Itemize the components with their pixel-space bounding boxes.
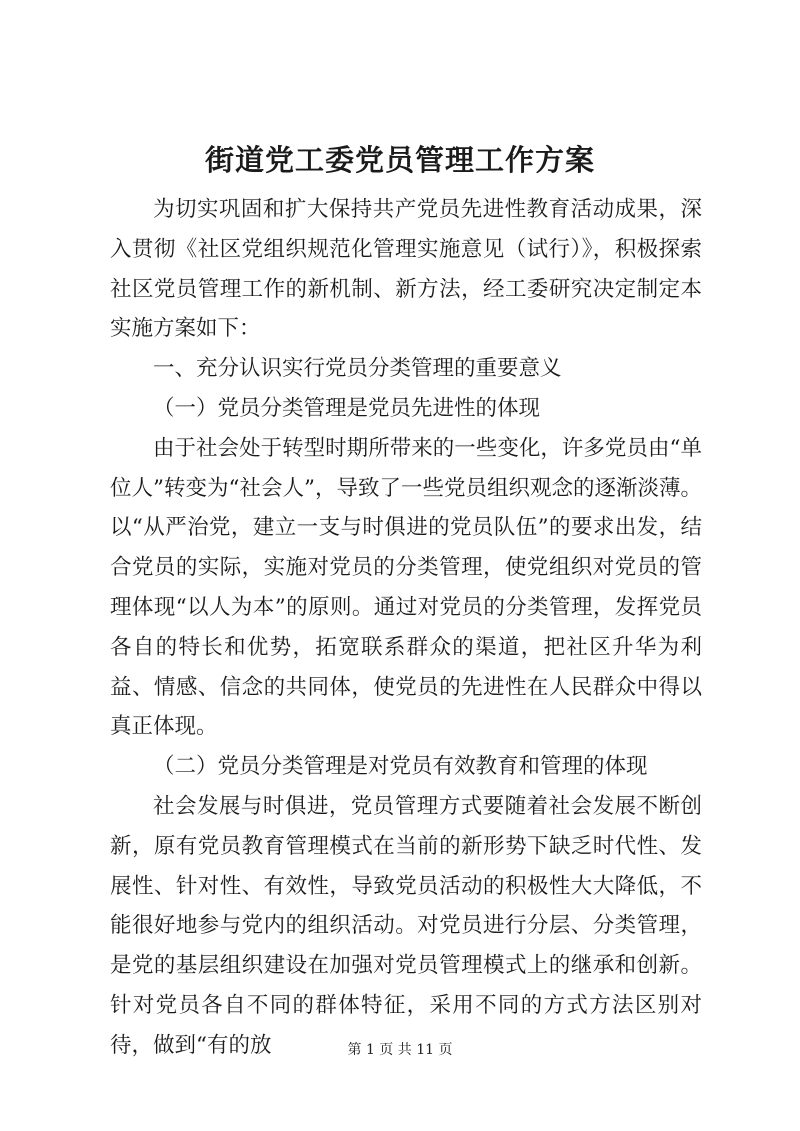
subsection-heading-1: （一）党员分类管理是党员先进性的体现 bbox=[153, 395, 541, 421]
section-heading-1: 一、充分认识实行党员分类管理的重要意义 bbox=[153, 356, 562, 382]
subsection-heading-2: （二）党员分类管理是对党员有效教育和管理的体现 bbox=[153, 754, 648, 780]
page-number-footer: 第 1 页 共 11 页 bbox=[347, 1042, 453, 1058]
body-paragraph-1: 由于社会处于转型时期所带来的一些变化，许多党员由“单位人”转变为“社会人”，导致了一些党员组织观念的逐渐淡薄。以“从严治党，建立一支与时俱进的党员队伍”的要求出发，结合党员的实际，实施对党员的分类管理，使党组织对党员的管理体现“以人为本”的原则。通过对党员的分类管理，发挥党员各自的特长和优势，拓宽联系群众的渠道，把社区升华为利益、情感、信念的共同体，使党员的先进性在人民群众中得以真正体现。 bbox=[110, 435, 702, 740]
document-body bbox=[110, 190, 702, 1066]
document-title: 街道党工委党员管理工作方案 bbox=[204, 143, 595, 177]
body-paragraph-2: 社会发展与时俱进，党员管理方式要随着社会发展不断创新，原有党员教育管理模式在当前的新形势下缺乏时代性、发展性、针对性、有效性，导致党员活动的积极性大大降低，不能很好地参与党内的组织活动。对党员进行分层、分类管理，是党的基层组织建设在加强对党员管理模式上的继承和创新。针对党员各自不同的群体特征，采用不同的方式方法区别对待，做到“有的放 bbox=[110, 793, 702, 1058]
intro-paragraph: 为切实巩固和扩大保持共产党员先进性教育活动成果，深入贯彻《社区党组织规范化管理实施意见（试行）》，积极探索社区党员管理工作的新机制、新方法，经工委研究决定制定本实施方案如下： bbox=[110, 197, 702, 342]
